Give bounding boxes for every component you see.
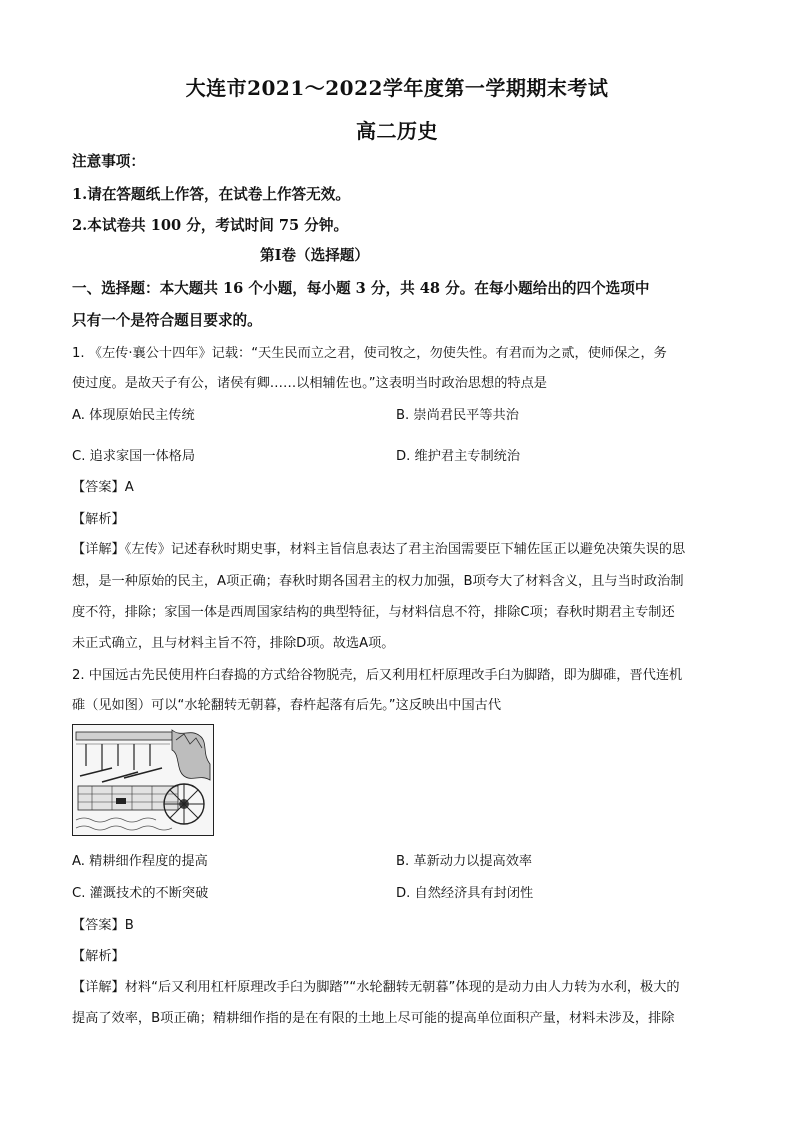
notice-item-2: 2.本试卷共 100 分，考试时间 75 分钟。 [72,217,349,234]
q2-option-b: B. 革新动力以提高效率 [396,854,533,869]
q1-stem-2: 使过度。是故天子有公，诸侯有卿……以相辅佐也。”这表明当时政治思想的特点是 [72,376,547,391]
q2-stem-1: 2. 中国远古先民使用杵臼舂捣的方式给谷物脱壳，后又利用杠杆原理改手臼为脚踏，即为脚碓，晋代连机 [72,668,683,683]
q1-option-b: B. 崇尚君民平等共治 [396,408,519,423]
q1-detail-3: 度不符，排除；家国一体是西周国家结构的典型特征，与材料信息不符，排除C项；春秋时期君主专制还 [72,605,675,620]
q1-option-c: C. 追求家国一体格局 [72,449,196,464]
q2-analysis-label: 【解析】 [72,949,125,964]
q2-detail-2: 提高了效率，B项正确；精耕细作指的是在有限的土地上尽可能的提高单位面积产量，材料未涉及，排除 [72,1011,675,1026]
subject-title: 高二历史 [356,119,438,143]
q1-stem-1: 1. 《左传·襄公十四年》记载：“天生民而立之君，使司牧之，勿使失性。有君而为之贰，使师保之，务 [72,346,667,361]
section-instructions-2: 只有一个是符合题目要求的。 [72,312,262,329]
notice-item-1: 1.请在答题纸上作答，在试卷上作答无效。 [72,186,350,203]
q1-detail-4: 未正式确立，且与材料主旨不符，排除D项。故选A项。 [72,636,395,651]
q2-option-c: C. 灌溉技术的不断突破 [72,886,209,901]
q2-option-d: D. 自然经济具有封闭性 [396,886,534,901]
q1-option-a: A. 体现原始民主传统 [72,408,195,423]
q1-answer: 【答案】A [72,480,134,495]
q1-detail-2: 想，是一种原始的民主，A项正确；春秋时期各国君主的权力加强，B项夸大了材料含义，且与当时政治制 [72,574,684,589]
exam-title: 大连市2021～2022学年度第一学期期末考试 [185,76,609,100]
notice-heading: 注意事项： [72,153,145,170]
q2-option-a: A. 精耕细作程度的提高 [72,854,208,869]
q2-detail-1: 【详解】材料“后又利用杠杆原理改手臼为脚踏”“水轮翻转无朝暮”体现的是动力由人力转为水利，极大的 [72,980,680,995]
q2-answer: 【答案】B [72,918,134,933]
q1-analysis-label: 【解析】 [72,512,125,527]
q1-detail-1: 【详解】《左传》记述春秋时期史事，材料主旨信息表达了君主治国需要臣下辅佐匡正以避免决策失误的思 [72,542,686,557]
part-title: 第Ⅰ卷（选择题） [260,247,369,264]
section-instructions-1: 一、选择题：本大题共 16 个小题，每小题 3 分，共 48 分。在每小题给出的四个选项中 [72,280,650,297]
q1-option-d: D. 维护君主专制统治 [396,449,521,464]
water-powered-trip-hammer-illustration [72,724,214,836]
q2-stem-2: 碓（见如图）可以“水轮翻转无朝暮，舂杵起落有后先。”这反映出中国古代 [72,698,502,713]
